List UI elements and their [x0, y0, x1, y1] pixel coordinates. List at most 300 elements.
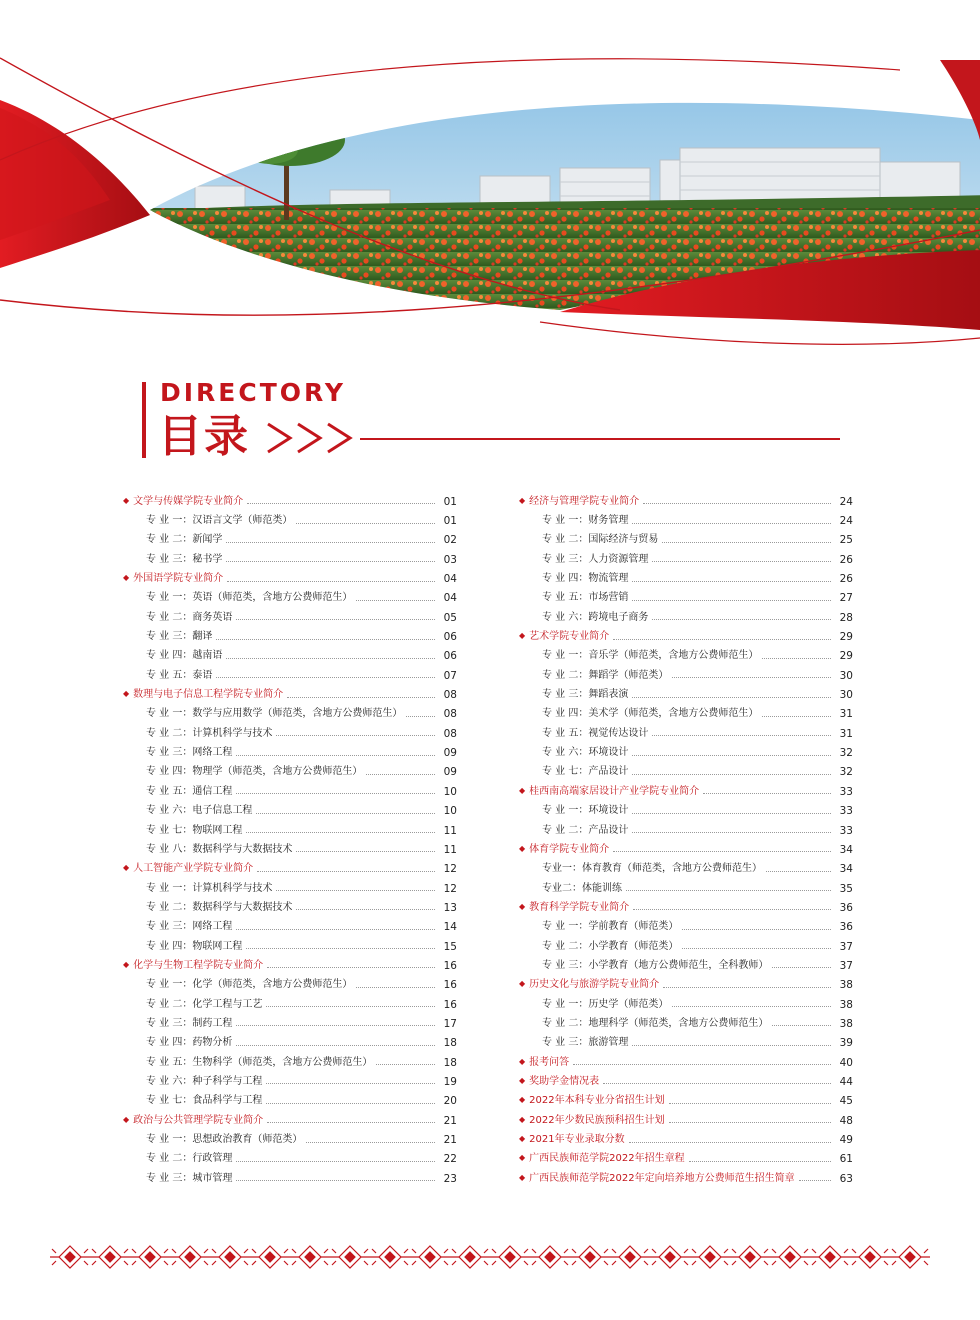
toc-item-entry[interactable] — [123, 589, 457, 608]
toc-page-number: 03 — [443, 553, 457, 566]
toc-item-entry[interactable] — [519, 724, 853, 743]
toc-entry-label: ◆ 2021年专业录取分数 — [519, 1134, 625, 1146]
toc-page-number: 11 — [443, 843, 457, 856]
toc-right-column — [519, 492, 853, 1188]
dot-leader — [296, 851, 435, 852]
toc-page-number: 16 — [443, 998, 457, 1011]
dot-leader — [296, 909, 435, 910]
toc-entry-label: 专 业 三：舞蹈表演 — [542, 689, 629, 701]
toc-item-entry[interactable] — [519, 1014, 853, 1033]
toc-entry-label: 专 业 四：物联网工程 — [146, 940, 243, 952]
toc-page-number: 18 — [443, 1056, 457, 1069]
dot-leader — [632, 1045, 831, 1046]
toc-section-entry[interactable] — [123, 860, 457, 879]
toc-entry-label: 专 业 五：泰语 — [146, 669, 213, 681]
toc-entry-label: 专 业 一：环境设计 — [542, 805, 629, 817]
dot-leader — [246, 948, 435, 949]
toc-entry-label: 专 业 一：化学（师范类，含地方公费师范生） — [146, 979, 353, 991]
toc-left-column — [123, 492, 457, 1188]
toc-entry-label: ◆ 化学与生物工程学院专业简介 — [123, 960, 263, 972]
toc-page-number: 18 — [443, 1037, 457, 1050]
toc-item-entry[interactable] — [519, 879, 853, 898]
toc-item-entry[interactable] — [123, 511, 457, 530]
ornament-diamond-inner — [505, 1252, 515, 1262]
toc-entry-label: 专 业 二：地理科学（师范类，含地方公费师范生） — [542, 1017, 769, 1029]
dot-leader — [276, 735, 435, 736]
toc-item-entry[interactable] — [519, 763, 853, 782]
toc-item-entry[interactable] — [519, 685, 853, 704]
toc-section-entry[interactable] — [519, 627, 853, 646]
toc-item-entry[interactable] — [519, 743, 853, 762]
toc-entry-label: 专 业 二：小学教育（师范类） — [542, 940, 679, 952]
dot-leader — [652, 561, 831, 562]
dot-leader — [366, 774, 435, 775]
dot-leader — [682, 929, 831, 930]
dot-leader — [267, 967, 435, 968]
toc-page-number: 36 — [839, 921, 853, 934]
dot-leader — [613, 639, 831, 640]
toc-page-number: 37 — [839, 959, 853, 972]
ornament-diamond-inner — [465, 1252, 475, 1262]
ornament-diamond-inner — [265, 1252, 275, 1262]
toc-entry-label: ◆ 艺术学院专业简介 — [519, 631, 609, 643]
toc-item-entry[interactable] — [519, 531, 853, 550]
toc-page-number: 32 — [839, 766, 853, 779]
toc-item-entry[interactable] — [519, 937, 853, 956]
toc-item-entry[interactable] — [519, 1034, 853, 1053]
toc-entry-label: 专 业 二：国际经济与贸易 — [542, 534, 659, 546]
dot-leader — [632, 774, 831, 775]
toc-entry-label: 专业二：体能训练 — [542, 882, 622, 894]
toc-page-number: 26 — [839, 573, 853, 586]
toc-page-number: 17 — [443, 1017, 457, 1030]
title-chinese: 目录 — [158, 411, 250, 462]
toc-entry-label: ◆ 政治与公共管理学院专业简介 — [123, 1115, 263, 1127]
toc-section-entry[interactable] — [519, 840, 853, 859]
toc-page-number: 01 — [443, 515, 457, 528]
dot-leader — [356, 987, 435, 988]
toc-page-number: 07 — [443, 669, 457, 682]
dot-leader — [762, 716, 831, 717]
toc-item-entry[interactable] — [123, 763, 457, 782]
ornament-diamond-inner — [865, 1252, 875, 1262]
ornament-diamond-inner — [225, 1252, 235, 1262]
toc-page-number: 45 — [839, 1095, 853, 1108]
toc-entry-label: 专 业 一：音乐学（师范类，含地方公费师范生） — [542, 650, 759, 662]
toc-page-number: 49 — [839, 1134, 853, 1147]
ornament-diamond-inner — [905, 1252, 915, 1262]
toc-page-number: 06 — [443, 631, 457, 644]
toc-page-number: 20 — [443, 1095, 457, 1108]
dot-leader — [632, 755, 831, 756]
dot-leader — [632, 581, 831, 582]
dot-leader — [266, 1083, 435, 1084]
toc-item-entry[interactable] — [519, 918, 853, 937]
toc-entry-label: 专 业 四：物理学（师范类，含地方公费师范生） — [146, 766, 363, 778]
dot-leader — [236, 619, 435, 620]
toc-section-entry[interactable] — [123, 956, 457, 975]
toc-page-number: 44 — [839, 1075, 853, 1088]
dot-leader — [632, 523, 831, 524]
dot-leader — [652, 619, 831, 620]
dot-leader — [236, 755, 435, 756]
dot-leader — [672, 1006, 831, 1007]
toc-entry-label: ◆ 人工智能产业学院专业简介 — [123, 863, 253, 875]
toc-entry-label: 专 业 四：药物分析 — [146, 1037, 233, 1049]
dot-leader — [632, 600, 831, 601]
ornament-diamond-inner — [145, 1252, 155, 1262]
toc-item-entry[interactable] — [519, 589, 853, 608]
toc-entry-label: 专 业 七：产品设计 — [542, 766, 629, 778]
toc-item-entry[interactable] — [123, 550, 457, 569]
toc-item-entry[interactable] — [519, 821, 853, 840]
ornament-diamond-inner — [305, 1252, 315, 1262]
toc-page-number: 09 — [443, 766, 457, 779]
toc-entry-label: 专 业 四：美术学（师范类，含地方公费师范生） — [542, 708, 759, 720]
dot-leader — [799, 1180, 831, 1181]
toc-entry-label: 专 业 三：网络工程 — [146, 747, 233, 759]
toc-page-number: 33 — [839, 805, 853, 818]
toc-section-entry[interactable] — [123, 492, 457, 511]
toc-page-number: 24 — [839, 495, 853, 508]
toc-page-number: 09 — [443, 747, 457, 760]
title-rule — [360, 438, 840, 440]
toc-page-number: 16 — [443, 959, 457, 972]
toc-entry-label: 专 业 三：秘书学 — [146, 553, 223, 565]
ornament-diamond-inner — [105, 1252, 115, 1262]
dot-leader — [669, 1122, 831, 1123]
toc-page-number: 38 — [839, 1017, 853, 1030]
toc-item-entry[interactable] — [123, 840, 457, 859]
toc-page-number: 13 — [443, 901, 457, 914]
toc-page-number: 05 — [443, 611, 457, 624]
dot-leader — [226, 561, 435, 562]
toc-entry-label: ◆ 2022年少数民族预科招生计划 — [519, 1115, 665, 1127]
toc-page-number: 02 — [443, 534, 457, 547]
toc-page-number: 29 — [839, 631, 853, 644]
toc-entry-label: 专 业 一：财务管理 — [542, 515, 629, 527]
toc-entry-label: ◆ 教育科学学院专业简介 — [519, 902, 629, 914]
header-banner — [0, 0, 980, 360]
toc-page-number: 35 — [839, 882, 853, 895]
toc-entry-label: 专业一：体育教育（师范类，含地方公费师范生） — [542, 863, 762, 875]
toc-entry-label: ◆ 文学与传媒学院专业简介 — [123, 496, 243, 508]
toc-item-entry[interactable] — [123, 531, 457, 550]
dot-leader — [626, 890, 831, 891]
toc-item-entry[interactable] — [123, 821, 457, 840]
toc-entry-label: 专 业 三：制药工程 — [146, 1017, 233, 1029]
dot-leader — [267, 1122, 435, 1123]
toc-entry-label: 专 业 七：食品科学与工程 — [146, 1095, 263, 1107]
dot-leader — [236, 1161, 435, 1162]
toc-page-number: 33 — [839, 785, 853, 798]
toc-section-entry[interactable] — [123, 569, 457, 588]
toc-entry-label: ◆ 数理与电子信息工程学院专业简介 — [123, 689, 283, 701]
toc-entry-label: ◆ 广西民族师范学院2022年定向培养地方公费师范生招生简章 — [519, 1173, 795, 1185]
toc-section-entry[interactable] — [519, 1111, 853, 1130]
toc-entry-label: ◆ 历史文化与旅游学院专业简介 — [519, 979, 659, 991]
toc-entry-label: 专 业 一：计算机科学与技术 — [146, 882, 273, 894]
dot-leader — [236, 1025, 435, 1026]
toc-page-number: 40 — [839, 1056, 853, 1069]
toc-page-number: 31 — [839, 708, 853, 721]
toc-item-entry[interactable] — [519, 705, 853, 724]
toc-item-entry[interactable] — [519, 860, 853, 879]
toc-item-entry[interactable] — [123, 937, 457, 956]
dot-leader — [227, 581, 435, 582]
dot-leader — [257, 871, 435, 872]
toc-entry-label: 专 业 一：英语（师范类，含地方公费师范生） — [146, 592, 353, 604]
toc-item-entry[interactable] — [123, 1092, 457, 1111]
toc-item-entry[interactable] — [519, 995, 853, 1014]
toc-page-number: 10 — [443, 785, 457, 798]
toc-entry-label: ◆ 体育学院专业简介 — [519, 844, 609, 856]
dot-leader — [652, 735, 831, 736]
toc-section-entry[interactable] — [123, 1111, 457, 1130]
toc-item-entry[interactable] — [519, 550, 853, 569]
toc-page-number: 08 — [443, 727, 457, 740]
ornament-diamond-inner — [825, 1252, 835, 1262]
dot-leader — [632, 832, 831, 833]
toc-entry-label: 专 业 七：物联网工程 — [146, 824, 243, 836]
ornament-diamond-inner — [705, 1252, 715, 1262]
dot-leader — [643, 503, 831, 504]
toc-page-number: 14 — [443, 921, 457, 934]
toc-entry-label: 专 业 一：数学与应用数学（师范类，含地方公费师范生） — [146, 708, 403, 720]
dot-leader — [703, 793, 831, 794]
toc-entry-label: ◆ 桂西南高端家居设计产业学院专业简介 — [519, 786, 699, 798]
toc-item-entry[interactable] — [123, 879, 457, 898]
dot-leader — [246, 832, 435, 833]
toc-entry-label: 专 业 六：跨境电子商务 — [542, 611, 649, 623]
dot-leader — [662, 542, 831, 543]
toc-section-entry[interactable] — [519, 492, 853, 511]
chevron-right-icon — [264, 420, 356, 456]
toc-entry-label: 专 业 一：思想政治教育（师范类） — [146, 1134, 303, 1146]
toc-item-entry[interactable] — [519, 511, 853, 530]
toc-page-number: 28 — [839, 611, 853, 624]
dot-leader — [266, 1006, 435, 1007]
toc-section-entry[interactable] — [519, 898, 853, 917]
ornament-diamond-inner — [345, 1252, 355, 1262]
dot-leader — [772, 967, 831, 968]
toc-page-number: 24 — [839, 515, 853, 528]
dot-leader — [629, 1142, 831, 1143]
ornament-diamond-inner — [625, 1252, 635, 1262]
toc-item-entry[interactable] — [123, 802, 457, 821]
toc-item-entry[interactable] — [123, 1014, 457, 1033]
toc-entry-label: 专 业 二：舞蹈学（师范类） — [542, 669, 669, 681]
toc-page-number: 31 — [839, 727, 853, 740]
toc-item-entry[interactable] — [519, 608, 853, 627]
ornament-diamond-inner — [185, 1252, 195, 1262]
ornament-diamond-inner — [65, 1252, 75, 1262]
toc-entry-label: 专 业 三：小学教育（地方公费师范生，全科教师） — [542, 959, 769, 971]
ornament-diamond-inner — [785, 1252, 795, 1262]
toc-section-entry[interactable] — [123, 685, 457, 704]
title-accent-bar — [142, 382, 146, 458]
dot-leader — [266, 1103, 435, 1104]
toc-page-number: 12 — [443, 863, 457, 876]
dot-leader — [376, 1064, 435, 1065]
toc-page-number: 01 — [443, 495, 457, 508]
dot-leader — [663, 987, 831, 988]
toc-page-number: 37 — [839, 940, 853, 953]
toc-page-number: 34 — [839, 843, 853, 856]
ornament-diamond-inner — [745, 1252, 755, 1262]
toc-item-entry[interactable] — [123, 1072, 457, 1091]
toc-page-number: 22 — [443, 1153, 457, 1166]
toc-entry-label: ◆ 经济与管理学院专业简介 — [519, 496, 639, 508]
toc-item-entry[interactable] — [123, 627, 457, 646]
dot-leader — [276, 890, 435, 891]
dot-leader — [236, 1045, 435, 1046]
toc-page-number: 21 — [443, 1134, 457, 1147]
dot-leader — [772, 1025, 831, 1026]
toc-entry-label: 专 业 八：数据科学与大数据技术 — [146, 843, 293, 855]
toc-page-number: 29 — [839, 650, 853, 663]
toc-entry-label: 专 业 一：历史学（师范类） — [542, 998, 669, 1010]
toc-item-entry[interactable] — [519, 647, 853, 666]
dot-leader — [603, 1083, 831, 1084]
ornament-diamond-inner — [385, 1252, 395, 1262]
dot-leader — [287, 697, 435, 698]
title-english: DIRECTORY — [160, 378, 347, 407]
toc-section-entry[interactable] — [519, 1169, 853, 1188]
toc-page-number: 23 — [443, 1172, 457, 1185]
toc-item-entry[interactable] — [519, 666, 853, 685]
dot-leader — [669, 1103, 831, 1104]
toc-page-number: 11 — [443, 824, 457, 837]
dot-leader — [633, 909, 831, 910]
toc-page-number: 48 — [839, 1114, 853, 1127]
toc-item-entry[interactable] — [123, 1053, 457, 1072]
dot-leader — [356, 600, 435, 601]
dot-leader — [236, 1180, 435, 1181]
toc-section-entry[interactable] — [519, 1130, 853, 1149]
toc-section-entry[interactable] — [519, 1150, 853, 1169]
toc-entry-label: 专 业 五：生物科学（师范类，含地方公费师范生） — [146, 1056, 373, 1068]
toc-entry-label: 专 业 三：翻译 — [146, 631, 213, 643]
toc-item-entry[interactable] — [123, 995, 457, 1014]
toc-page-number: 38 — [839, 979, 853, 992]
toc-entry-label: 专 业 六：电子信息工程 — [146, 805, 253, 817]
toc-entry-label: 专 业 一：学前教育（师范类） — [542, 921, 679, 933]
toc-entry-label: 专 业 三：人力资源管理 — [542, 553, 649, 565]
dot-leader — [256, 813, 435, 814]
dot-leader — [216, 639, 435, 640]
toc-page-number: 16 — [443, 979, 457, 992]
toc-page-number: 08 — [443, 708, 457, 721]
toc-page-number: 19 — [443, 1075, 457, 1088]
dot-leader — [236, 793, 435, 794]
toc-entry-label: 专 业 二：新闻学 — [146, 534, 223, 546]
toc-section-entry[interactable] — [519, 1092, 853, 1111]
toc-entry-label: 专 业 六：环境设计 — [542, 747, 629, 759]
toc-page-number: 04 — [443, 592, 457, 605]
toc-item-entry[interactable] — [519, 802, 853, 821]
toc-entry-label: 专 业 二：行政管理 — [146, 1153, 233, 1165]
dot-leader — [573, 1064, 831, 1065]
dot-leader — [247, 503, 435, 504]
toc-section-entry[interactable] — [519, 976, 853, 995]
toc-page-number: 25 — [839, 534, 853, 547]
toc-section-entry[interactable] — [519, 782, 853, 801]
toc-page-number: 04 — [443, 573, 457, 586]
dot-leader — [226, 658, 435, 659]
toc-entry-label: 专 业 二：商务英语 — [146, 611, 233, 623]
dot-leader — [682, 948, 831, 949]
toc-page-number: 15 — [443, 940, 457, 953]
toc-item-entry[interactable] — [123, 1130, 457, 1149]
toc-entry-label: ◆ 2022年本科专业分省招生计划 — [519, 1095, 665, 1107]
toc-item-entry[interactable] — [123, 918, 457, 937]
dot-leader — [632, 697, 831, 698]
toc-section-entry[interactable] — [519, 1053, 853, 1072]
toc-entry-label: 专 业 一：汉语言文学（师范类） — [146, 515, 293, 527]
toc-item-entry[interactable] — [123, 608, 457, 627]
toc-entry-label: 专 业 四：物流管理 — [542, 573, 629, 585]
toc-item-entry[interactable] — [123, 898, 457, 917]
dot-leader — [689, 1161, 831, 1162]
toc-page-number: 39 — [839, 1037, 853, 1050]
toc-item-entry[interactable] — [123, 782, 457, 801]
toc-entry-label: 专 业 三：旅游管理 — [542, 1037, 629, 1049]
toc-item-entry[interactable] — [123, 1034, 457, 1053]
dot-leader — [766, 871, 831, 872]
toc-item-entry[interactable] — [123, 666, 457, 685]
toc-page-number: 06 — [443, 650, 457, 663]
ornament-diamond-inner — [545, 1252, 555, 1262]
dot-leader — [613, 851, 831, 852]
toc-item-entry[interactable] — [123, 1150, 457, 1169]
toc-page-number: 34 — [839, 863, 853, 876]
toc-item-entry[interactable] — [123, 976, 457, 995]
toc-section-entry[interactable] — [519, 1072, 853, 1091]
toc-page-number: 36 — [839, 901, 853, 914]
toc-entry-label: 专 业 五：市场营销 — [542, 592, 629, 604]
toc-item-entry[interactable] — [123, 724, 457, 743]
toc-page-number: 10 — [443, 805, 457, 818]
dot-leader — [226, 542, 435, 543]
toc-page-number: 26 — [839, 553, 853, 566]
toc-page-number: 27 — [839, 592, 853, 605]
toc-item-entry[interactable] — [123, 647, 457, 666]
toc-entry-label: ◆ 报考问答 — [519, 1057, 569, 1069]
dot-leader — [632, 813, 831, 814]
dot-leader — [762, 658, 831, 659]
toc-page-number: 61 — [839, 1153, 853, 1166]
toc-item-entry[interactable] — [123, 1169, 457, 1188]
toc-entry-label: 专 业 四：越南语 — [146, 650, 223, 662]
dot-leader — [306, 1142, 435, 1143]
toc-page-number: 33 — [839, 824, 853, 837]
ornament-diamond-inner — [665, 1252, 675, 1262]
footer-ornament — [50, 1243, 930, 1271]
toc-item-entry[interactable] — [123, 743, 457, 762]
toc-page-number: 30 — [839, 669, 853, 682]
toc-entry-label: 专 业 三：网络工程 — [146, 921, 233, 933]
toc-page-number: 63 — [839, 1172, 853, 1185]
toc-item-entry[interactable] — [519, 956, 853, 975]
toc-entry-label: ◆ 奖助学金情况表 — [519, 1076, 599, 1088]
directory-title — [142, 378, 862, 468]
toc-page-number: 21 — [443, 1114, 457, 1127]
toc-item-entry[interactable] — [519, 569, 853, 588]
toc-item-entry[interactable] — [123, 705, 457, 724]
toc-entry-label: 专 业 二：化学工程与工艺 — [146, 998, 263, 1010]
dot-leader — [216, 677, 435, 678]
